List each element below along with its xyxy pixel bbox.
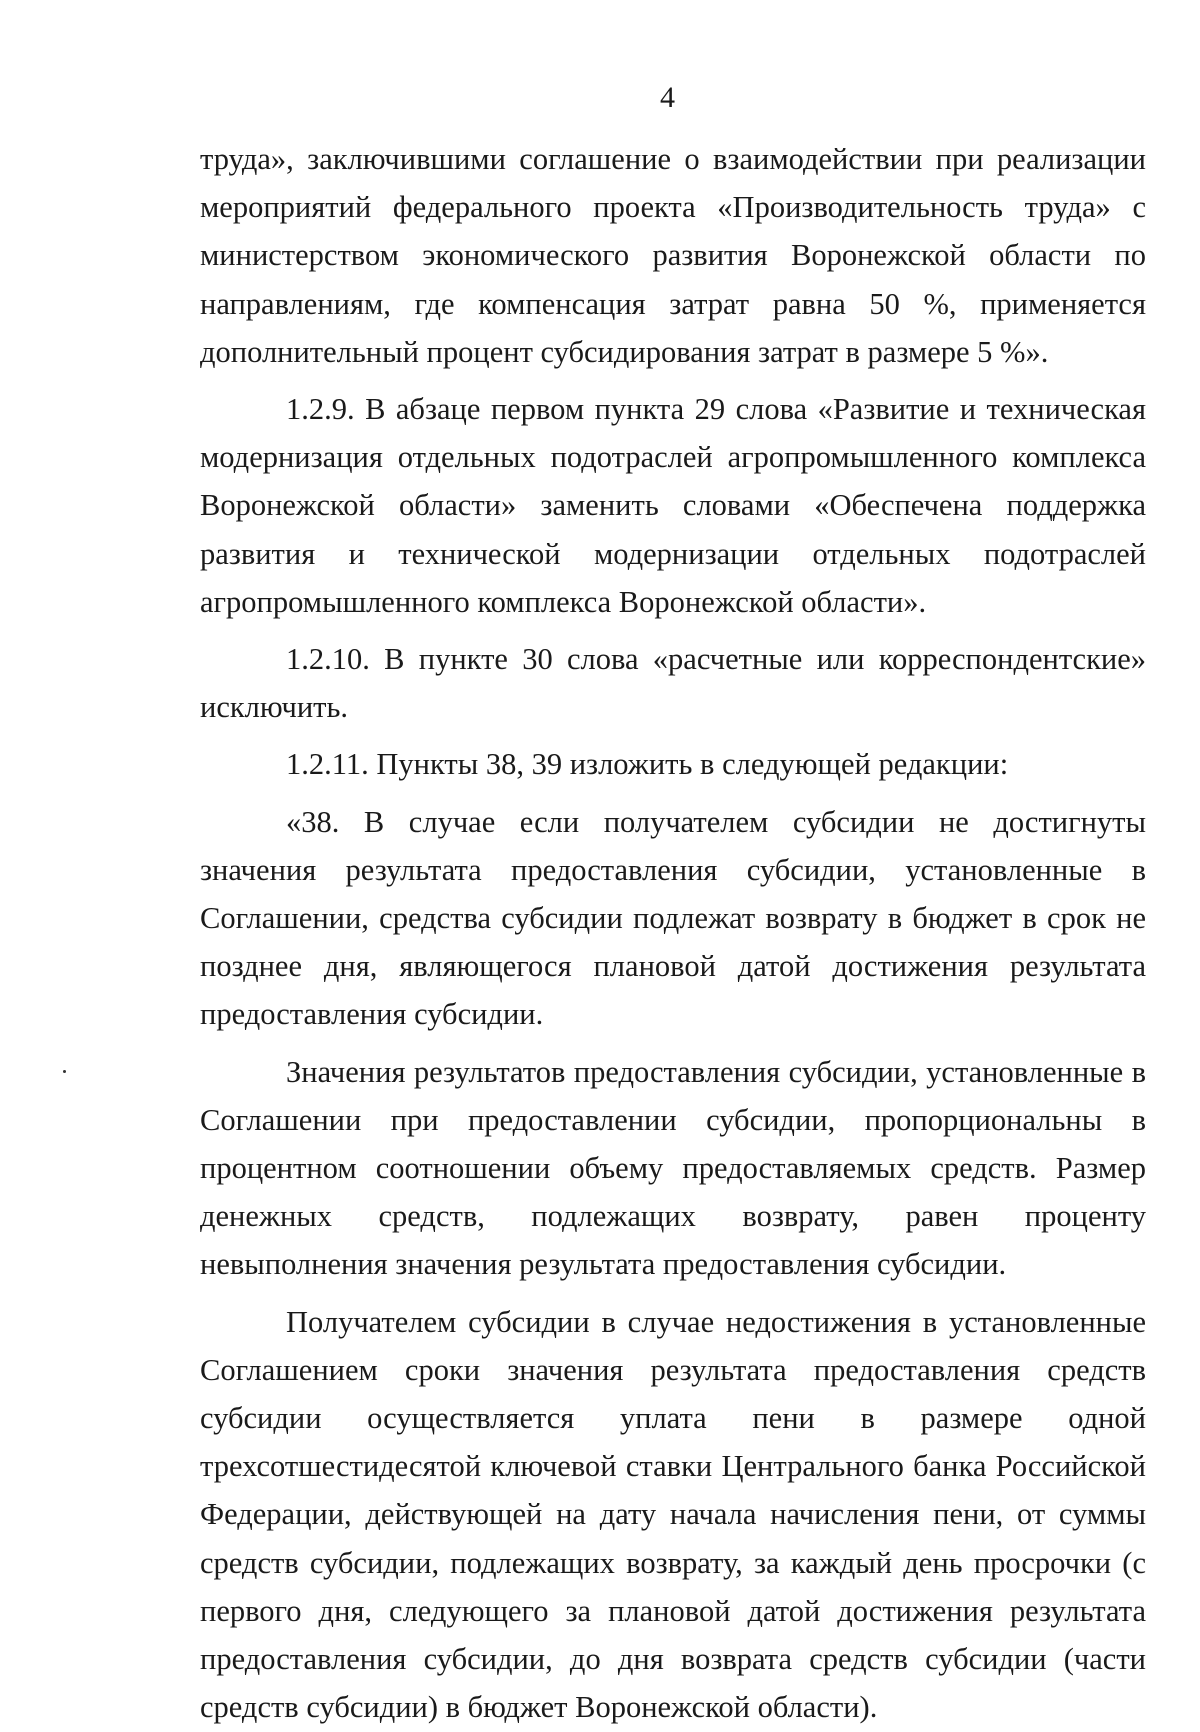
paragraph-penalty: Получателем субсидии в случае недостижения в установленные Соглашением сроки значения результата предоставления средств субсидии осуществляется уплата пени в размере одной трехсотшестидесятой ключевой ставки Центрального банка Российской Федерации, действующей на дату начала начисления пени, от суммы средств субсидии, подлежащих возврату, за каждый день просрочки (с первого дня, следующего за плановой датой достижения результата предоставления субсидии, до дня возврата средств субсидии (части средств субсидии) в бюджет Воронежской области).	[200, 1304, 1146, 1725]
paragraph-1-2-11: 1.2.11. Пункты 38, 39 изложить в следующей редакции:	[286, 747, 1009, 782]
document-body	[200, 135, 1146, 1732]
paragraph-1-2-9: 1.2.9. В абзаце первом пункта 29 слова «Развитие и техническая модернизация отдельных подотраслей агропромышленного комплекса Воронежской области» заменить словами «Обеспечена поддержка развития и технической модернизации отдельных подотраслей агропромышленного комплекса Воронежской области».	[200, 392, 1146, 619]
paragraph-continuation: труда», заключившими соглашение о взаимодействии при реализации мероприятий федерального проекта «Производительность труда» с министерством экономического развития Воронежской области по направлениям, где компенсация затрат равна 50 %, применяется дополнительный процент субсидирования затрат в размере 5 %».	[200, 142, 1146, 369]
paragraph-item-38: «38. В случае если получателем субсидии не достигнуты значения результата предоставления субсидии, установленные в Соглашении, средства субсидии подлежат возврату в бюджет в срок не позднее дня, являющегося плановой датой достижения результата предоставления субсидии.	[200, 804, 1146, 1032]
page-number: 4	[660, 81, 675, 114]
paragraph-result-values: Значения результатов предоставления субсидии, установленные в Соглашении при предоставлении субсидии, пропорциональны в процентном соотношении объему предоставляемых средств. Размер денежных средств, подлежащих возврату, равен проценту невыполнения значения результата предоставления субсидии.	[200, 1054, 1146, 1282]
scan-speck	[63, 1070, 66, 1073]
paragraph-1-2-10: 1.2.10. В пункте 30 слова «расчетные или корреспондентские» исключить.	[200, 642, 1146, 725]
